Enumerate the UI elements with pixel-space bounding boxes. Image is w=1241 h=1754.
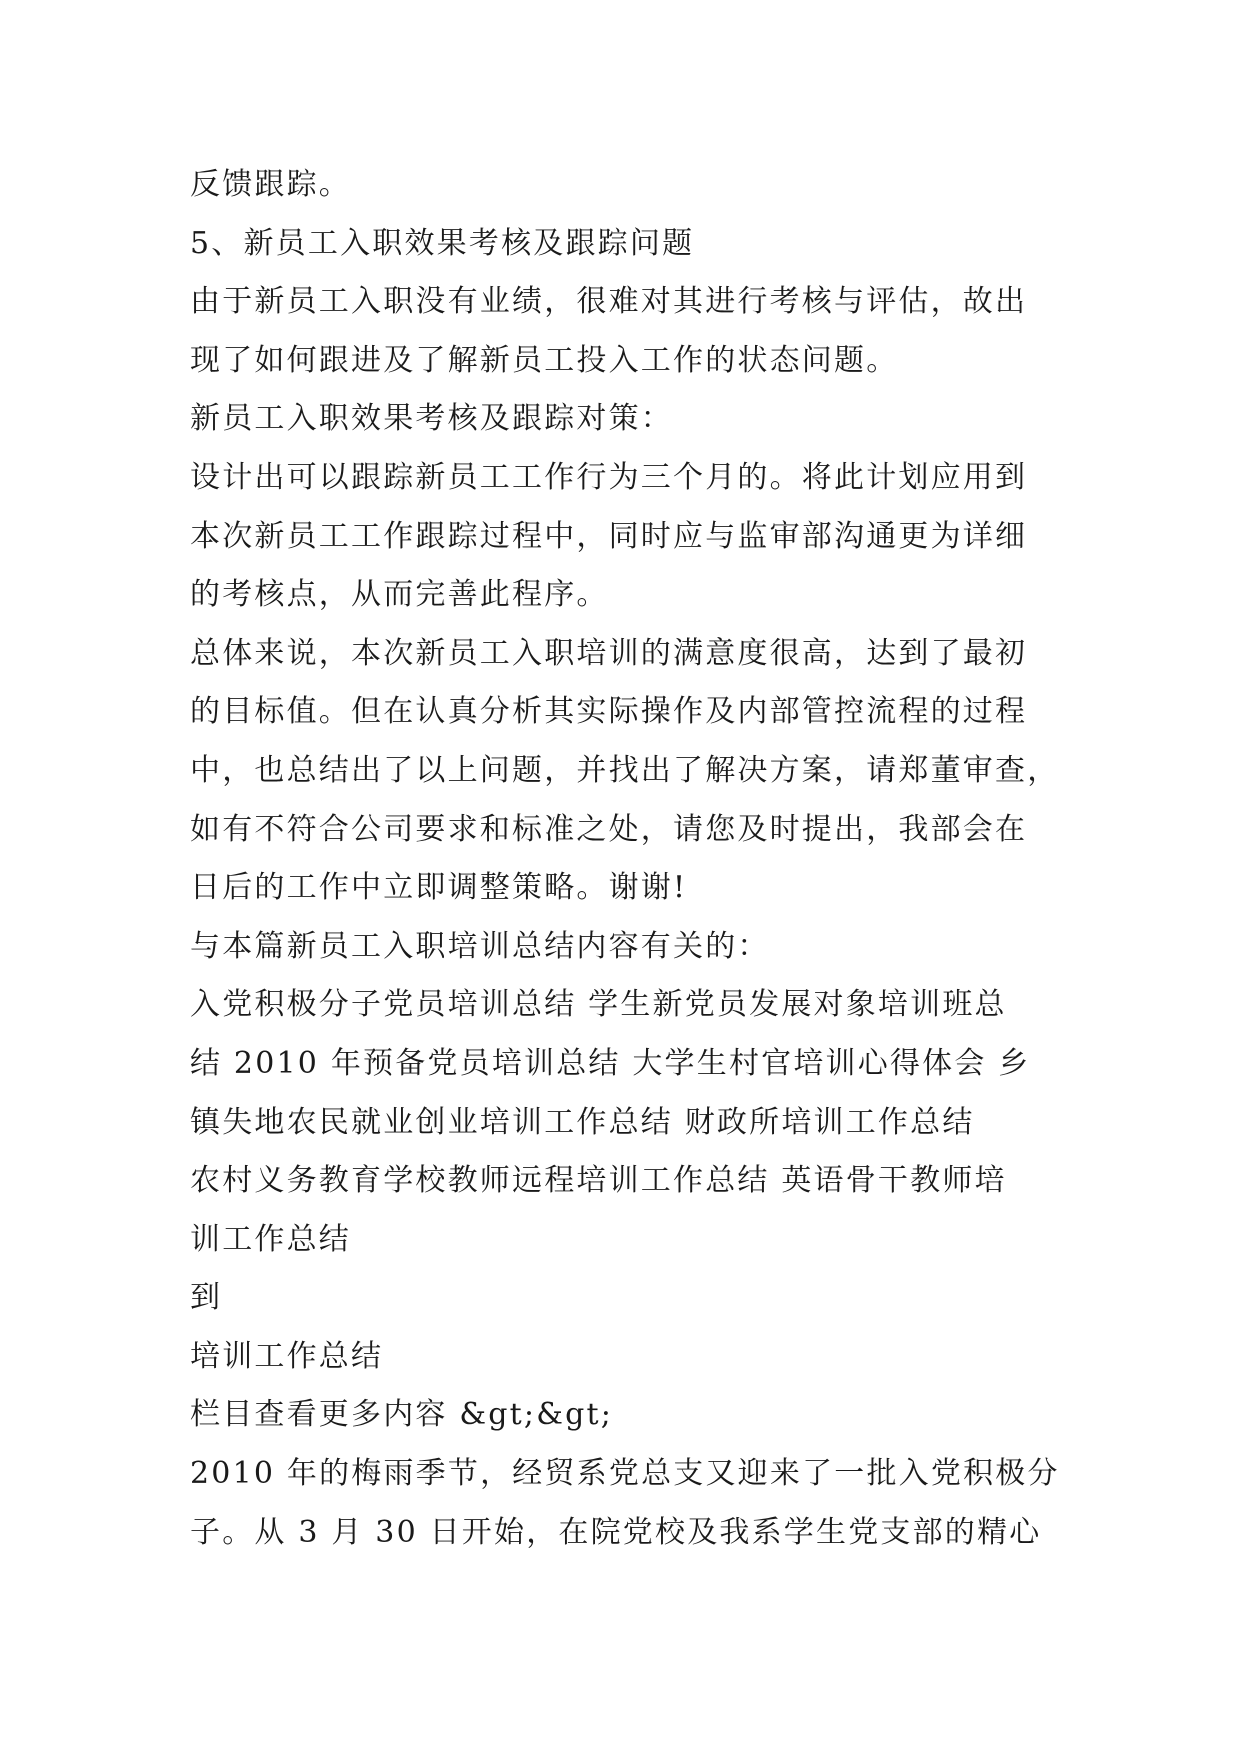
- text-line: 如有不符合公司要求和标准之处，请您及时提出，我部会在: [190, 811, 1028, 847]
- text-line: 设计出可以跟踪新员工工作行为三个月的。将此计划应用到: [190, 459, 1028, 495]
- text-line: 的目标值。但在认真分析其实际操作及内部管控流程的过程: [190, 694, 1028, 730]
- related-links-line: 入党积极分子党员培训总结 学生新党员发展对象培训班总: [190, 987, 1007, 1023]
- text-line: 本次新员工工作跟踪过程中，同时应与监审部沟通更为详细: [190, 518, 1028, 554]
- text-line: 中，也总结出了以上问题，并找出了解决方案，请郑董审查，: [190, 752, 1060, 788]
- section-heading: 5、新员工入职效果考核及跟踪问题: [190, 225, 695, 261]
- text-line: 总体来说，本次新员工入职培训的满意度很高，达到了最初: [190, 635, 1028, 671]
- text-line: 2010 年的梅雨季节，经贸系党总支又迎来了一批入党积极分: [190, 1456, 1060, 1492]
- text-line: 与本篇新员工入职培训总结内容有关的：: [190, 928, 770, 964]
- related-links-line: 镇失地农民就业创业培训工作总结 财政所培训工作总结: [190, 1104, 975, 1140]
- text-line: 新员工入职效果考核及跟踪对策：: [190, 401, 673, 437]
- text-line: 现了如何跟进及了解新员工投入工作的状态问题。: [190, 342, 899, 378]
- text-line: 栏目查看更多内容 &gt;&gt;: [190, 1397, 614, 1433]
- related-links-line: 农村义务教育学校教师远程培训工作总结 英语骨干教师培: [190, 1163, 1007, 1199]
- related-links-line: 结 2010 年预备党员培训总结 大学生村官培训心得体会 乡: [190, 1045, 1031, 1081]
- text-line: 由于新员工入职没有业绩，很难对其进行考核与评估，故出: [190, 284, 1028, 320]
- text-line: 日后的工作中立即调整策略。谢谢!: [190, 870, 688, 906]
- text-line: 培训工作总结: [190, 1338, 384, 1374]
- related-links-line: 训工作总结: [190, 1221, 351, 1257]
- text-line: 子。从 3 月 30 日开始，在院党校及我系学生党支部的精心: [190, 1514, 1042, 1550]
- text-line: 的考核点，从而完善此程序。: [190, 577, 609, 613]
- text-line: 反馈跟踪。: [190, 167, 351, 202]
- text-line: 到: [190, 1280, 223, 1316]
- body-text: [190, 156, 1065, 1562]
